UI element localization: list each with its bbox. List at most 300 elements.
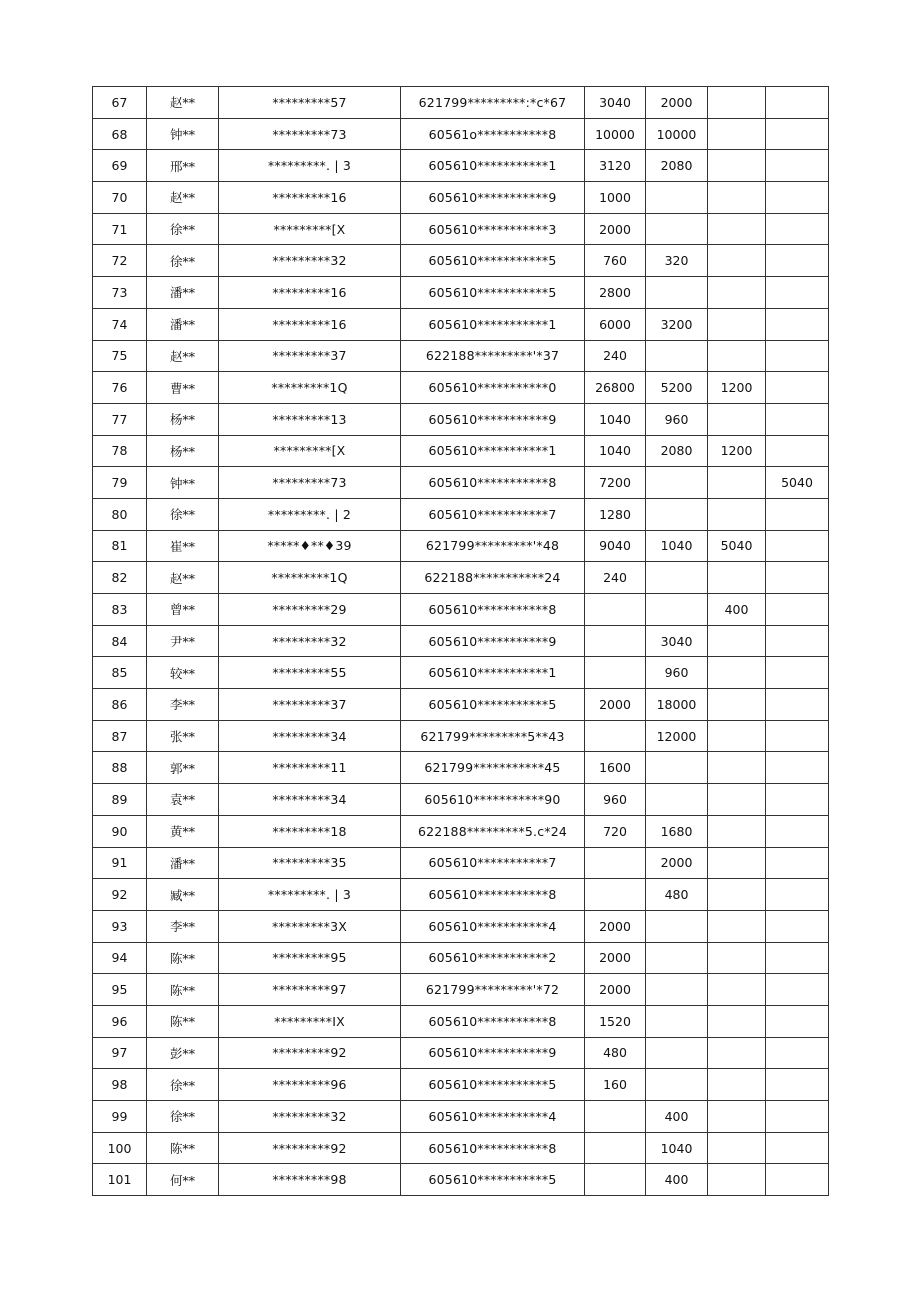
row-number-cell: 99 <box>93 1101 147 1133</box>
amount-cell-2 <box>646 1069 708 1101</box>
table-row <box>93 815 829 847</box>
table-row <box>93 1037 829 1069</box>
name-cell: 徐** <box>147 498 219 530</box>
amount-cell-4 <box>766 340 829 372</box>
name-cell: 陈** <box>147 942 219 974</box>
amount-cell-4 <box>766 277 829 309</box>
amount-cell-4 <box>766 562 829 594</box>
amount-cell-1: 480 <box>585 1037 646 1069</box>
id-number-cell: *********. | 2 <box>219 498 401 530</box>
row-number-cell: 84 <box>93 625 147 657</box>
row-number-cell: 73 <box>93 277 147 309</box>
amount-cell-2: 960 <box>646 657 708 689</box>
amount-cell-3 <box>708 308 766 340</box>
amount-cell-3: 5040 <box>708 530 766 562</box>
name-cell: 赵** <box>147 340 219 372</box>
amount-cell-3 <box>708 1005 766 1037</box>
table-row <box>93 657 829 689</box>
amount-cell-4 <box>766 657 829 689</box>
name-cell: 彭** <box>147 1037 219 1069</box>
account-number-cell: 621799***********45 <box>401 752 585 784</box>
amount-cell-2: 960 <box>646 403 708 435</box>
amount-cell-2 <box>646 1005 708 1037</box>
amount-cell-2: 400 <box>646 1101 708 1133</box>
id-number-cell: *********1Q <box>219 562 401 594</box>
amount-cell-2: 10000 <box>646 118 708 150</box>
id-number-cell: *********92 <box>219 1037 401 1069</box>
amount-cell-1: 2000 <box>585 213 646 245</box>
account-number-cell: 605610***********9 <box>401 625 585 657</box>
amount-cell-4 <box>766 910 829 942</box>
id-number-cell: *********37 <box>219 340 401 372</box>
amount-cell-4 <box>766 1005 829 1037</box>
account-number-cell: 605610***********90 <box>401 784 585 816</box>
id-number-cell: *********18 <box>219 815 401 847</box>
amount-cell-2 <box>646 562 708 594</box>
amount-cell-1: 3120 <box>585 150 646 182</box>
id-number-cell: *********29 <box>219 594 401 626</box>
amount-cell-2: 2000 <box>646 847 708 879</box>
id-number-cell: *********. | 3 <box>219 879 401 911</box>
row-number-cell: 100 <box>93 1132 147 1164</box>
amount-cell-3: 1200 <box>708 435 766 467</box>
id-number-cell: *********34 <box>219 720 401 752</box>
name-cell: 臧** <box>147 879 219 911</box>
amount-cell-1: 1000 <box>585 182 646 214</box>
table-row <box>93 1005 829 1037</box>
row-number-cell: 75 <box>93 340 147 372</box>
amount-cell-2: 1040 <box>646 1132 708 1164</box>
account-number-cell: 605610***********8 <box>401 1132 585 1164</box>
row-number-cell: 93 <box>93 910 147 942</box>
account-number-cell: 622188*********5.c*24 <box>401 815 585 847</box>
amount-cell-1: 2000 <box>585 910 646 942</box>
amount-cell-3 <box>708 784 766 816</box>
row-number-cell: 70 <box>93 182 147 214</box>
amount-cell-1 <box>585 657 646 689</box>
name-cell: 尹** <box>147 625 219 657</box>
account-number-cell: 605610***********1 <box>401 150 585 182</box>
id-number-cell: *********3X <box>219 910 401 942</box>
account-number-cell: 621799*********'*72 <box>401 974 585 1006</box>
name-cell: 崔** <box>147 530 219 562</box>
row-number-cell: 72 <box>93 245 147 277</box>
row-number-cell: 78 <box>93 435 147 467</box>
id-number-cell: *********16 <box>219 277 401 309</box>
name-cell: 郭** <box>147 752 219 784</box>
name-cell: 袁** <box>147 784 219 816</box>
amount-cell-4 <box>766 815 829 847</box>
amount-cell-4 <box>766 118 829 150</box>
table-row <box>93 245 829 277</box>
amount-cell-1: 10000 <box>585 118 646 150</box>
amount-cell-4: 5040 <box>766 467 829 499</box>
amount-cell-2: 400 <box>646 1164 708 1196</box>
amount-cell-1 <box>585 1164 646 1196</box>
amount-cell-4 <box>766 720 829 752</box>
amount-cell-3 <box>708 118 766 150</box>
name-cell: 赵** <box>147 87 219 119</box>
amount-cell-3 <box>708 657 766 689</box>
amount-cell-3 <box>708 562 766 594</box>
id-number-cell: *********[X <box>219 435 401 467</box>
account-number-cell: 605610***********5 <box>401 277 585 309</box>
account-number-cell: 605610***********1 <box>401 435 585 467</box>
id-number-cell: *********95 <box>219 942 401 974</box>
row-number-cell: 94 <box>93 942 147 974</box>
row-number-cell: 86 <box>93 689 147 721</box>
name-cell: 钟** <box>147 467 219 499</box>
table-row <box>93 308 829 340</box>
table-row <box>93 403 829 435</box>
amount-cell-1: 2800 <box>585 277 646 309</box>
row-number-cell: 69 <box>93 150 147 182</box>
account-number-cell: 605610***********7 <box>401 498 585 530</box>
amount-cell-2: 2080 <box>646 435 708 467</box>
table-row <box>93 720 829 752</box>
table-row <box>93 784 829 816</box>
id-number-cell: *********16 <box>219 182 401 214</box>
amount-cell-4 <box>766 847 829 879</box>
amount-cell-4 <box>766 182 829 214</box>
id-number-cell: *********11 <box>219 752 401 784</box>
table-row <box>93 530 829 562</box>
id-number-cell: *********. | 3 <box>219 150 401 182</box>
account-number-cell: 605610***********5 <box>401 245 585 277</box>
id-number-cell: *********97 <box>219 974 401 1006</box>
name-cell: 陈** <box>147 1005 219 1037</box>
amount-cell-4 <box>766 784 829 816</box>
table-row <box>93 1069 829 1101</box>
id-number-cell: *********32 <box>219 245 401 277</box>
amount-cell-1: 26800 <box>585 372 646 404</box>
amount-cell-2: 5200 <box>646 372 708 404</box>
account-number-cell: 621799*********'*48 <box>401 530 585 562</box>
account-number-cell: 605610***********5 <box>401 1069 585 1101</box>
id-number-cell: *********73 <box>219 118 401 150</box>
id-number-cell: *********57 <box>219 87 401 119</box>
amount-cell-1: 7200 <box>585 467 646 499</box>
amount-cell-1: 240 <box>585 562 646 594</box>
table-row <box>93 942 829 974</box>
row-number-cell: 67 <box>93 87 147 119</box>
account-number-cell: 605610***********3 <box>401 213 585 245</box>
amount-cell-1: 1280 <box>585 498 646 530</box>
name-cell: 赵** <box>147 182 219 214</box>
amount-cell-1: 760 <box>585 245 646 277</box>
row-number-cell: 74 <box>93 308 147 340</box>
amount-cell-1 <box>585 720 646 752</box>
amount-cell-4 <box>766 1037 829 1069</box>
amount-cell-1: 2000 <box>585 974 646 1006</box>
amount-cell-2 <box>646 1037 708 1069</box>
account-number-cell: 605610***********8 <box>401 467 585 499</box>
amount-cell-4 <box>766 213 829 245</box>
amount-cell-2 <box>646 467 708 499</box>
table-row <box>93 435 829 467</box>
account-number-cell: 605610***********8 <box>401 879 585 911</box>
amount-cell-3 <box>708 752 766 784</box>
name-cell: 较** <box>147 657 219 689</box>
id-number-cell: *****♦**♦39 <box>219 530 401 562</box>
name-cell: 潘** <box>147 308 219 340</box>
table-row <box>93 594 829 626</box>
account-number-cell: 621799*********:*c*67 <box>401 87 585 119</box>
name-cell: 陈** <box>147 974 219 1006</box>
amount-cell-1 <box>585 1101 646 1133</box>
table-row <box>93 467 829 499</box>
amount-cell-2: 2080 <box>646 150 708 182</box>
amount-cell-2: 18000 <box>646 689 708 721</box>
amount-cell-2 <box>646 594 708 626</box>
table-row <box>93 1164 829 1196</box>
amount-cell-3 <box>708 1164 766 1196</box>
name-cell: 杨** <box>147 403 219 435</box>
table-row <box>93 752 829 784</box>
amount-cell-4 <box>766 974 829 1006</box>
table-row <box>93 150 829 182</box>
name-cell: 张** <box>147 720 219 752</box>
amount-cell-4 <box>766 308 829 340</box>
amount-cell-3 <box>708 467 766 499</box>
name-cell: 徐** <box>147 1101 219 1133</box>
amount-cell-3 <box>708 87 766 119</box>
name-cell: 李** <box>147 910 219 942</box>
amount-cell-4 <box>766 435 829 467</box>
table-row <box>93 879 829 911</box>
amount-cell-1 <box>585 1132 646 1164</box>
name-cell: 李** <box>147 689 219 721</box>
id-number-cell: *********1Q <box>219 372 401 404</box>
account-number-cell: 605610***********9 <box>401 403 585 435</box>
amount-cell-1: 2000 <box>585 942 646 974</box>
amount-cell-2 <box>646 277 708 309</box>
name-cell: 邢** <box>147 150 219 182</box>
amount-cell-3 <box>708 1132 766 1164</box>
amount-cell-3 <box>708 182 766 214</box>
amount-cell-2: 12000 <box>646 720 708 752</box>
row-number-cell: 80 <box>93 498 147 530</box>
amount-cell-2 <box>646 213 708 245</box>
account-number-cell: 605610***********1 <box>401 657 585 689</box>
account-number-cell: 605610***********0 <box>401 372 585 404</box>
account-number-cell: 605610***********4 <box>401 910 585 942</box>
name-cell: 曹** <box>147 372 219 404</box>
amount-cell-1 <box>585 594 646 626</box>
account-number-cell: 605610***********5 <box>401 1164 585 1196</box>
amount-cell-1 <box>585 625 646 657</box>
table-row <box>93 562 829 594</box>
name-cell: 何** <box>147 1164 219 1196</box>
amount-cell-3 <box>708 974 766 1006</box>
id-number-cell: *********[X <box>219 213 401 245</box>
name-cell: 徐** <box>147 245 219 277</box>
amount-cell-2 <box>646 942 708 974</box>
amount-cell-2: 3040 <box>646 625 708 657</box>
amount-cell-2 <box>646 182 708 214</box>
name-cell: 潘** <box>147 277 219 309</box>
table-row <box>93 689 829 721</box>
amount-cell-3 <box>708 910 766 942</box>
amount-cell-1 <box>585 879 646 911</box>
amount-cell-1: 1040 <box>585 435 646 467</box>
table-row <box>93 847 829 879</box>
amount-cell-4 <box>766 1132 829 1164</box>
row-number-cell: 98 <box>93 1069 147 1101</box>
table-row <box>93 213 829 245</box>
account-number-cell: 621799*********5**43 <box>401 720 585 752</box>
table-row <box>93 340 829 372</box>
amount-cell-2 <box>646 498 708 530</box>
amount-cell-1: 720 <box>585 815 646 847</box>
amount-cell-3 <box>708 340 766 372</box>
roster-table <box>92 86 829 1196</box>
row-number-cell: 96 <box>93 1005 147 1037</box>
amount-cell-4 <box>766 1069 829 1101</box>
amount-cell-4 <box>766 594 829 626</box>
row-number-cell: 68 <box>93 118 147 150</box>
amount-cell-1: 6000 <box>585 308 646 340</box>
amount-cell-2: 480 <box>646 879 708 911</box>
account-number-cell: 605610***********1 <box>401 308 585 340</box>
id-number-cell: *********13 <box>219 403 401 435</box>
amount-cell-3 <box>708 689 766 721</box>
row-number-cell: 90 <box>93 815 147 847</box>
account-number-cell: 605610***********8 <box>401 1005 585 1037</box>
amount-cell-3: 400 <box>708 594 766 626</box>
account-number-cell: 605610***********8 <box>401 594 585 626</box>
amount-cell-2 <box>646 910 708 942</box>
table-row <box>93 118 829 150</box>
row-number-cell: 76 <box>93 372 147 404</box>
id-number-cell: *********IX <box>219 1005 401 1037</box>
table-row <box>93 498 829 530</box>
amount-cell-1: 1040 <box>585 403 646 435</box>
amount-cell-1: 160 <box>585 1069 646 1101</box>
id-number-cell: *********35 <box>219 847 401 879</box>
amount-cell-2: 320 <box>646 245 708 277</box>
row-number-cell: 87 <box>93 720 147 752</box>
amount-cell-3: 1200 <box>708 372 766 404</box>
row-number-cell: 79 <box>93 467 147 499</box>
id-number-cell: *********98 <box>219 1164 401 1196</box>
amount-cell-4 <box>766 1164 829 1196</box>
amount-cell-2 <box>646 752 708 784</box>
amount-cell-3 <box>708 942 766 974</box>
amount-cell-1: 9040 <box>585 530 646 562</box>
table-row <box>93 1101 829 1133</box>
amount-cell-3 <box>708 879 766 911</box>
table-row <box>93 182 829 214</box>
document-page <box>92 86 828 1196</box>
id-number-cell: *********37 <box>219 689 401 721</box>
amount-cell-4 <box>766 689 829 721</box>
amount-cell-4 <box>766 150 829 182</box>
name-cell: 钟** <box>147 118 219 150</box>
amount-cell-3 <box>708 815 766 847</box>
amount-cell-4 <box>766 752 829 784</box>
id-number-cell: *********92 <box>219 1132 401 1164</box>
row-number-cell: 85 <box>93 657 147 689</box>
row-number-cell: 95 <box>93 974 147 1006</box>
row-number-cell: 82 <box>93 562 147 594</box>
amount-cell-4 <box>766 942 829 974</box>
amount-cell-3 <box>708 625 766 657</box>
amount-cell-3 <box>708 498 766 530</box>
row-number-cell: 77 <box>93 403 147 435</box>
name-cell: 曾** <box>147 594 219 626</box>
table-row <box>93 277 829 309</box>
id-number-cell: *********73 <box>219 467 401 499</box>
row-number-cell: 89 <box>93 784 147 816</box>
amount-cell-1 <box>585 847 646 879</box>
name-cell: 陈** <box>147 1132 219 1164</box>
name-cell: 徐** <box>147 1069 219 1101</box>
row-number-cell: 97 <box>93 1037 147 1069</box>
table-row <box>93 974 829 1006</box>
amount-cell-4 <box>766 498 829 530</box>
amount-cell-4 <box>766 530 829 562</box>
amount-cell-4 <box>766 625 829 657</box>
amount-cell-2 <box>646 784 708 816</box>
amount-cell-3 <box>708 1037 766 1069</box>
amount-cell-3 <box>708 403 766 435</box>
name-cell: 徐** <box>147 213 219 245</box>
account-number-cell: 605610***********7 <box>401 847 585 879</box>
amount-cell-3 <box>708 847 766 879</box>
amount-cell-1: 960 <box>585 784 646 816</box>
account-number-cell: 60561o***********8 <box>401 118 585 150</box>
account-number-cell: 605610***********5 <box>401 689 585 721</box>
amount-cell-1: 1520 <box>585 1005 646 1037</box>
amount-cell-3 <box>708 720 766 752</box>
id-number-cell: *********34 <box>219 784 401 816</box>
row-number-cell: 88 <box>93 752 147 784</box>
name-cell: 潘** <box>147 847 219 879</box>
amount-cell-1: 1600 <box>585 752 646 784</box>
amount-cell-1: 2000 <box>585 689 646 721</box>
amount-cell-4 <box>766 879 829 911</box>
id-number-cell: *********16 <box>219 308 401 340</box>
account-number-cell: 605610***********9 <box>401 1037 585 1069</box>
amount-cell-2 <box>646 974 708 1006</box>
amount-cell-2: 3200 <box>646 308 708 340</box>
account-number-cell: 622188*********'*37 <box>401 340 585 372</box>
amount-cell-3 <box>708 245 766 277</box>
amount-cell-3 <box>708 150 766 182</box>
amount-cell-3 <box>708 213 766 245</box>
amount-cell-3 <box>708 1101 766 1133</box>
id-number-cell: *********32 <box>219 625 401 657</box>
row-number-cell: 81 <box>93 530 147 562</box>
amount-cell-3 <box>708 277 766 309</box>
table-body <box>93 87 829 1196</box>
account-number-cell: 605610***********9 <box>401 182 585 214</box>
amount-cell-4 <box>766 403 829 435</box>
row-number-cell: 91 <box>93 847 147 879</box>
amount-cell-3 <box>708 1069 766 1101</box>
table-row <box>93 87 829 119</box>
amount-cell-4 <box>766 1101 829 1133</box>
amount-cell-2: 1040 <box>646 530 708 562</box>
amount-cell-4 <box>766 372 829 404</box>
name-cell: 黄** <box>147 815 219 847</box>
name-cell: 赵** <box>147 562 219 594</box>
row-number-cell: 101 <box>93 1164 147 1196</box>
id-number-cell: *********55 <box>219 657 401 689</box>
account-number-cell: 622188***********24 <box>401 562 585 594</box>
row-number-cell: 83 <box>93 594 147 626</box>
